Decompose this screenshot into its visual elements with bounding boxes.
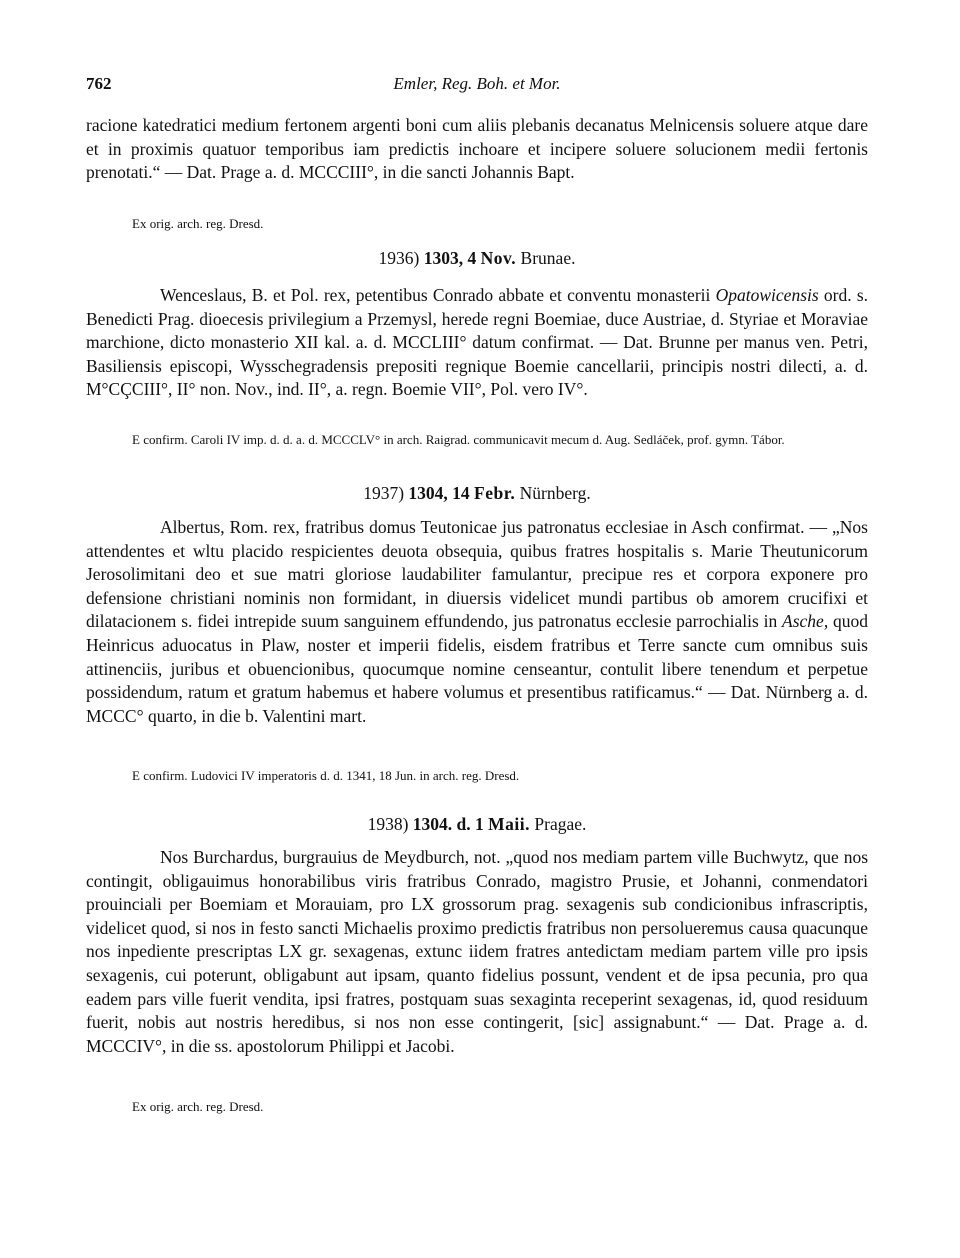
entry-number: 1937): [363, 483, 405, 503]
entry-1936-heading: [86, 248, 868, 269]
carry-over-source-note: Ex orig. arch. reg. Dresd.: [132, 216, 264, 231]
carry-over-paragraph: [86, 114, 868, 185]
entry-1937-heading: [86, 483, 868, 504]
entry-month: Febr.: [474, 483, 516, 503]
running-head: [86, 74, 868, 98]
carry-over-text: racione katedratici medium fertonem argenti boni cum aliis plebanis decanatus Melnicensis soluere atque dare et in proximis quatuor temporibus iam predictis inchoare et incipere soluere solucionem medii fertonis prenotati.“ — Dat. Prage a. d. MCCCIII°, in die sancti Johannis Bapt.: [86, 115, 868, 183]
entry-1937-source-note: E confirm. Ludovici IV imperatoris d. d. 1341, 18 Jun. in arch. reg. Dresd.: [132, 768, 520, 783]
page-number: 762: [86, 74, 112, 93]
entry-place: Nürnberg.: [519, 483, 591, 503]
entry-month: Nov.: [480, 248, 517, 268]
entry-paragraph: [86, 284, 868, 402]
entry-text-segment: Nos Burchardus, burgrauius de Meydburch, not. „quod nos mediam partem ville Buchwytz, que nos contingit, obligauimus honorabilibus viris fratribus Conrado, magistro Prusie, et Johanni, conmendatori prouinciali per Boemiam et Morauiam, pro LX grossorum prag. sexagenis sub condicionibus infrascriptis, videlicet quod, si nos in festo sancti Michaelis proximo predictis fratribus non persolueremus causa quacunque nos inpediente prescriptas LX gr. sexagenas, extunc iidem fratres antedictam mediam partem ville pro ipsis sexagenis, cui poterunt, obligabunt aut ipsam, quanto fidelius possunt, vendent et de ipsa pecunia, pro qua eadem pars ville fuerit vendita, ipsi fratres, postquam suas sexaginta receperint sexagenas, id, quod residuum fuerit, nobis aut nostris heredibus, si nos non esse contingerit, [sic] assignabunt.“ — Dat. Prage a. d. MCCCIV°, in die ss. apostolorum Philippi et Jacobi.: [86, 847, 868, 1056]
entry-text-segment: Wenceslaus, B. et Pol. rex, petentibus Conrado abbate et conventu monasterii: [160, 285, 711, 305]
entry-text-segment: quod Heinricus aduocatus in Plaw, noster et imperii fidelis, eisdem fratribus et Terre sancte cum omnibus suis attinenciis, juribus et obuencionibus, quocumque nomine censeantur, contulit libere tenendum et perpetue possidendum, ratum et gratum habemus et habere volumus et presentibus ratificamus.“ — Dat. Nürnberg a. d. MCCC° quarto, in die b. Valentini mart.: [86, 611, 869, 726]
entry-italic-term: Asche,: [782, 611, 829, 632]
entry-1936-body: [86, 284, 868, 402]
entry-paragraph: [86, 516, 868, 728]
entry-day: d. 1: [456, 814, 484, 834]
entry-1938-body: [86, 846, 868, 1058]
entry-text-segment: Albertus, Rom. rex, fratribus domus Teutonicae jus patronatus ecclesiae in Asch confirmat. — „Nos attendentes et wltu placido respicientes deuota obsequia, quibus fratres hospitalis s. Marie Theutunicorum Jerosolimitani deo et sue matri gloriose laudabiliter famulantur, precipue res et corpora exponere pro defensione christiani nominis non formidant, in diuersis videlicet mundi partibus ob amorem crucifixi et dilatacionem s. fidei intrepide suum sanguinem effundendo, jus patronatus ecclesie parrochialis in: [86, 517, 868, 632]
entry-1938-heading: [86, 814, 868, 835]
entry-year: 1303,: [423, 248, 464, 268]
entry-day: 14: [452, 483, 470, 503]
entry-month: Maii.: [488, 814, 531, 834]
entry-italic-term: Opatowicensis: [715, 285, 819, 305]
entry-place: Brunae.: [520, 248, 576, 268]
entry-year: 1304.: [412, 814, 453, 834]
entry-place: Pragae.: [534, 814, 587, 834]
entry-number: 1936): [378, 248, 420, 268]
entry-day: 4: [467, 248, 477, 268]
entry-text-segment: ord. s. Benedicti Prag. dioecesis privilegium a Przemysl, herede regni Boemiae, duce Austriae, d. Styriae et Moraviae marchione, dicto monasterio XII kal. a. d. MCCLIII° datum confirmat. — Dat. Brunne per manus ven. Petri, Basiliensis episcopi, Wysschegradensis prepositi regnique Boemie cancellarii, principis nostri dilecti, a. d. M°CÇCIII°, II° non. Nov., ind. II°, a. regn. Boemie VII°, Pol. vero IV°.: [86, 285, 869, 400]
entry-number: 1938): [367, 814, 409, 834]
entry-1938-source-note: Ex orig. arch. reg. Dresd.: [132, 1099, 264, 1114]
entry-year: 1304,: [408, 483, 448, 503]
running-title: Emler, Reg. Boh. et Mor.: [393, 74, 561, 93]
entry-1937-body: [86, 516, 868, 728]
entry-1936-source-note: E confirm. Caroli IV imp. d. d. a. d. MCCCLV° in arch. Raigrad. communicavit mecum d. Aug. Sedláček, prof. gymn. Tábor.: [132, 432, 785, 447]
entry-paragraph: [86, 846, 868, 1058]
